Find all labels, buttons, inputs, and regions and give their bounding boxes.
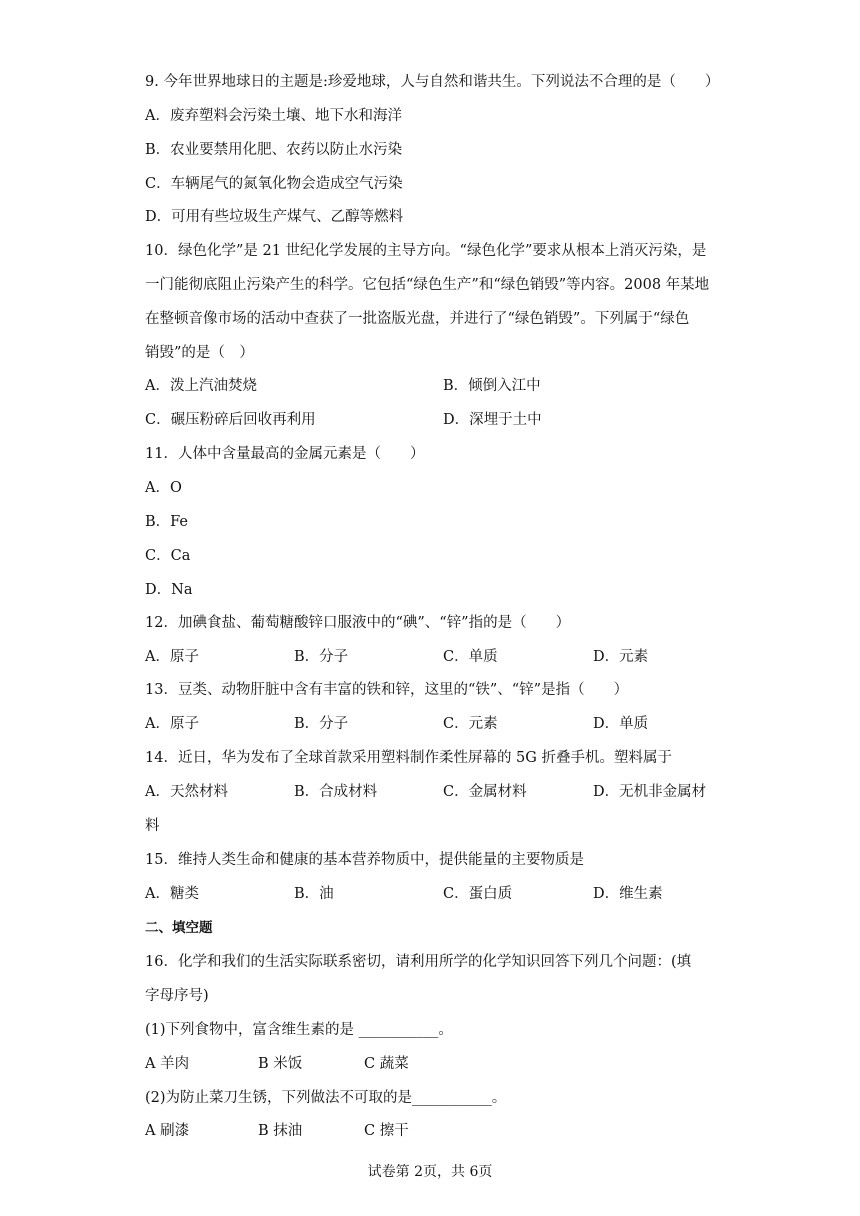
q15-stem: 15．维持人类生命和健康的基本营养物质中，提供能量的主要物质是 (145, 852, 584, 868)
q9-option-a: A．废弃塑料会污染土壤、地下水和海洋 (145, 108, 402, 124)
q9-stem: 9. 今年世界地球日的主题是:珍爱地球，人与自然和谐共生。下列说法不合理的是（ ） (145, 74, 720, 90)
q14-option-c: C．金属材料 (443, 784, 527, 800)
q14-option-d: D．无机非金属材 (593, 784, 707, 800)
q9-option-c: C．车辆尾气的氮氧化物会造成空气污染 (145, 176, 403, 192)
q16-stem-line2: 字母序号) (145, 988, 209, 1004)
q15-option-b: B．油 (294, 886, 334, 902)
q16-part2-prompt: (2)为防止菜刀生锈，下列做法不可取的是___________。 (145, 1090, 507, 1106)
q12-option-a: A．原子 (145, 649, 199, 665)
q13-option-d: D．单质 (593, 716, 649, 732)
q12-stem: 12．加碘食盐、葡萄糖酸锌口服液中的“碘”、“锌”指的是（ ） (145, 615, 571, 631)
q11-option-b: B．Fe (145, 514, 189, 530)
q16-part1-option-a: A 羊肉 (145, 1056, 190, 1072)
q11-option-c: C．Ca (145, 548, 191, 564)
q13-option-b: B．分子 (294, 716, 349, 732)
q10-option-c: C．碾压粉碎后回收再利用 (145, 412, 316, 428)
section-heading-fill-in: 二、填空题 (145, 920, 213, 936)
q14-stem: 14．近日，华为发布了全球首款采用塑料制作柔性屏幕的 5G 折叠手机。塑料属于 (145, 750, 672, 766)
q12-option-b: B．分子 (294, 649, 349, 665)
q10-stem-line4: 销毁”的是（ ） (145, 345, 254, 361)
q13-option-a: A．原子 (145, 716, 199, 732)
q10-option-d: D．深埋于土中 (443, 412, 542, 428)
q12-option-c: C．单质 (443, 649, 498, 665)
q11-option-a: A．O (145, 480, 182, 496)
q13-stem: 13．豆类、动物肝脏中含有丰富的铁和锌，这里的“铁”、“锌”是指（ ） (145, 682, 629, 698)
q9-option-b: B．农业要禁用化肥、农药以防止水污染 (145, 142, 403, 158)
q11-option-d: D．Na (145, 582, 193, 598)
q11-stem: 11．人体中含量最高的金属元素是（ ） (145, 446, 425, 462)
q16-stem-line1: 16．化学和我们的生活实际联系密切，请利用所学的化学知识回答下列几个问题：(填 (145, 954, 692, 970)
q16-part2-option-a: A 刷漆 (145, 1123, 190, 1139)
q16-part2-option-b: B 抹油 (258, 1123, 303, 1139)
q10-stem-line3: 在整顿音像市场的活动中查获了一批盗版光盘，并进行了“绿色销毁”。下列属于“绿色 (145, 311, 690, 327)
q14-option-a: A．天然材料 (145, 784, 228, 800)
q16-part1-option-b: B 米饭 (258, 1056, 303, 1072)
q16-part2-option-c: C 擦干 (364, 1123, 409, 1139)
q14-option-b: B．合成材料 (294, 784, 378, 800)
q15-option-a: A．糖类 (145, 886, 199, 902)
q15-option-d: D．维生素 (593, 886, 663, 902)
q10-option-a: A．泼上汽油焚烧 (145, 378, 257, 394)
q14-option-d-continued: 料 (145, 818, 160, 834)
q10-stem-line1: 10．绿色化学”是 21 世纪化学发展的主导方向。“绿色化学”要求从根本上消灭污染，是 (145, 243, 707, 259)
q16-part1-option-c: C 蔬菜 (364, 1056, 409, 1072)
q15-option-c: C．蛋白质 (443, 886, 513, 902)
q12-option-d: D．元素 (593, 649, 649, 665)
page-footer: 试卷第 2页，共 6页 (367, 1164, 493, 1180)
q10-option-b: B．倾倒入江中 (443, 378, 541, 394)
q9-option-d: D．可用有些垃圾生产煤气、乙醇等燃料 (145, 209, 404, 225)
q13-option-c: C．元素 (443, 716, 498, 732)
q16-part1-prompt: (1)下列食物中，富含维生素的是 ___________。 (145, 1022, 453, 1038)
q10-stem-line2: 一门能彻底阻止污染产生的科学。它包括“绿色生产”和“绿色销毁”等内容。2008 年某地 (145, 277, 710, 293)
